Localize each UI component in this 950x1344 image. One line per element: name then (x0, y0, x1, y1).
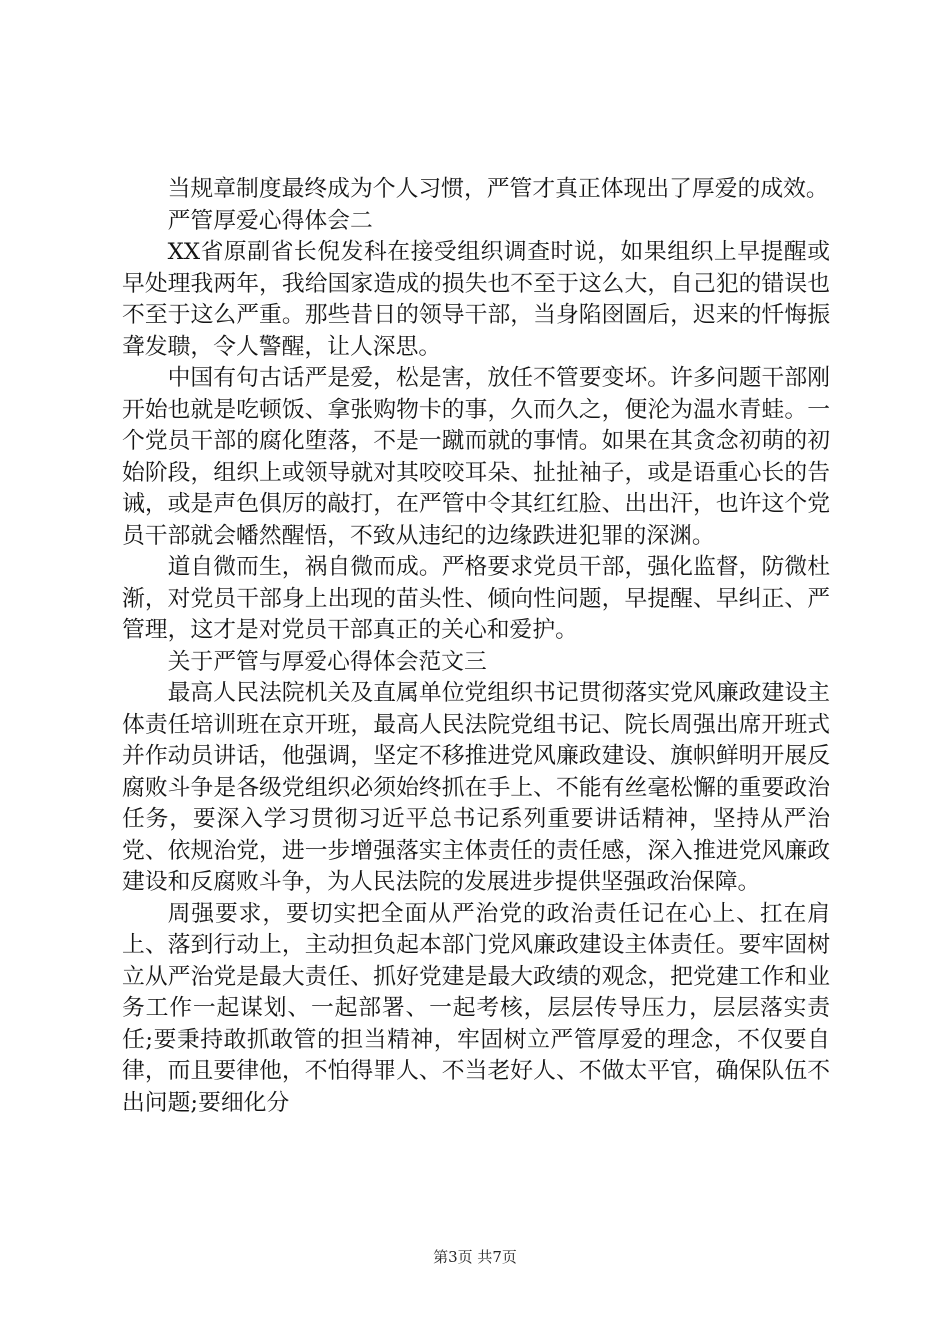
paragraph: 当规章制度最终成为个人习惯，严管才真正体现出了厚爱的成效。 (167, 176, 829, 202)
paragraph: 道自微而生，祸自微而成。严格要求党员干部，强化监督，防微杜渐，对党员干部身上出现的苗头性、倾向性问题，早提醒、早纠正、严管理，这才是对党员干部真正的关心和爱护。 (122, 554, 830, 643)
paragraph: 中国有句古话严是爱，松是害，放任不管要变坏。许多问题干部刚开始也就是吃顿饭、拿张购物卡的事，久而久之，便沦为温水青蛙。一个党员干部的腐化堕落，不是一蹴而就的事情。如果在其贪念初萌的初始阶段，组织上或领导就对其咬咬耳朵、扯扯袖子，或是语重心长的告诫，或是声色俱厉的敲打，在严管中令其红红脸、出出汗，也许这个党员干部就会幡然醒悟，不致从违纪的边缘跌进犯罪的深渊。 (122, 365, 830, 549)
paragraph: XX省原副省长倪发科在接受组织调查时说，如果组织上早提醒或早处理我两年，我给国家造成的损失也不至于这么大，自己犯的错误也不至于这么严重。那些昔日的领导干部，当身陷囹圄后，迟来的忏悔振聋发聩，令人警醒，让人深思。 (122, 239, 830, 360)
paragraph: 最高人民法院机关及直属单位党组织书记贯彻落实党风廉政建设主体责任培训班在京开班，最高人民法院党组书记、院长周强出席开班式并作动员讲话，他强调，坚定不移推进党风廉政建设、旗帜鲜明开展反腐败斗争是各级党组织必须始终抓在手上、不能有丝毫松懈的重要政治任务，要深入学习贯彻习近平总书记系列重要讲话精神，坚持从严治党、依规治党，进一步增强落实主体责任的责任感，深入推进党风廉政建设和反腐败斗争，为人民法院的发展进步提供坚强政治保障。 (122, 680, 830, 895)
page-number-footer: 第3页 共7页 (433, 1248, 517, 1266)
section-heading: 关于严管与厚爱心得体会范文三 (167, 648, 487, 675)
document-body (122, 174, 830, 1119)
section-heading: 严管厚爱心得体会二 (167, 207, 373, 234)
paragraph: 周强要求，要切实把全面从严治党的政治责任记在心上、扛在肩上、落到行动上，主动担负起本部门党风廉政建设主体责任。要牢固树立从严治党是最大责任、抓好党建是最大政绩的观念，把党建工作和业务工作一起谋划、一起部署、一起考核，层层传导压力，层层落实责任;要秉持敢抓敢管的担当精神，牢固树立严管厚爱的理念，不仅要自律，而且要律他，不怕得罪人、不当老好人、不做太平官，确保队伍不出问题;要细化分 (122, 900, 830, 1116)
